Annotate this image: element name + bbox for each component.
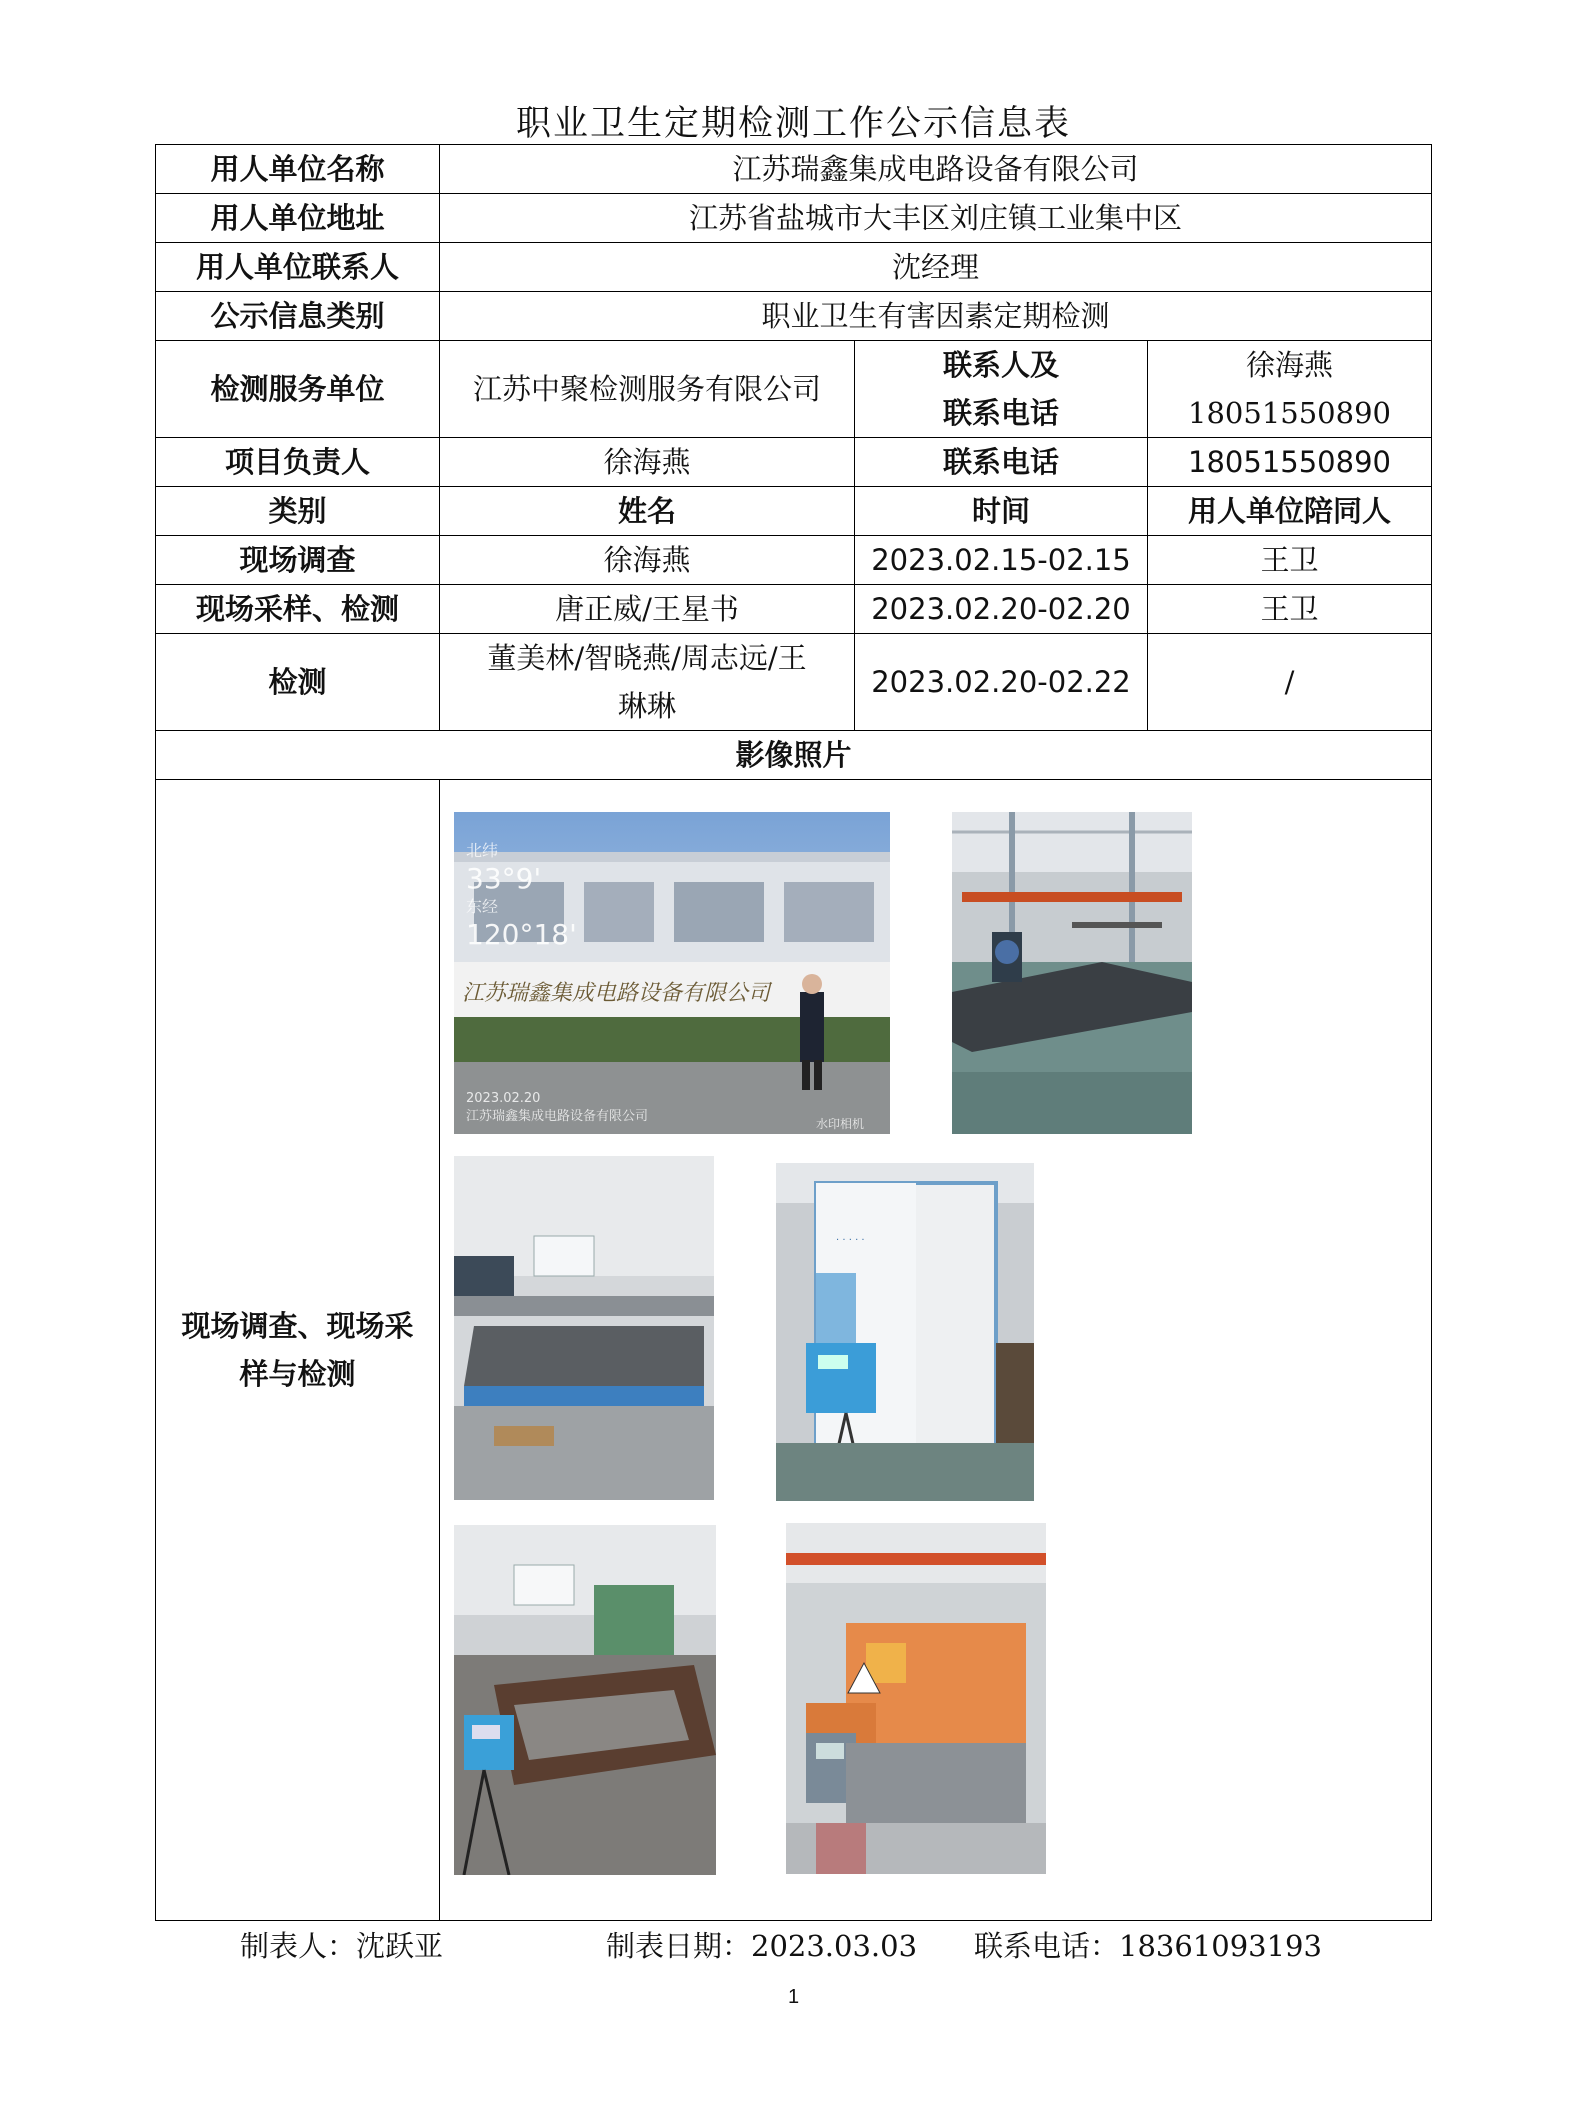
schedule-type: 现场采样、检测 xyxy=(156,585,440,634)
contact-phone-label xyxy=(855,341,1148,438)
service-company: 江苏中聚检测服务有限公司 xyxy=(440,341,855,438)
photo-watermark-date: 2023.02.20 xyxy=(466,1091,541,1106)
photos-row xyxy=(156,780,1432,1921)
photo-watermark-lat: 33°9' xyxy=(466,862,542,895)
schedule-type: 现场调查 xyxy=(156,536,440,585)
category: 职业卫生有害因素定期检测 xyxy=(440,292,1432,341)
svg-text:· · · · ·: · · · · · xyxy=(836,1235,865,1246)
photos-label-line1: 现场调查、现场采 xyxy=(181,1309,414,1343)
steel-frame-photo xyxy=(454,1156,714,1500)
schedule-row xyxy=(156,536,1432,585)
address-label: 用人单位地址 xyxy=(156,194,440,243)
contact-phone-label-line1: 联系人及 xyxy=(942,348,1059,382)
band-saw-photo xyxy=(786,1523,1046,1874)
service-contact-phone: 18051550890 xyxy=(1188,396,1391,430)
photos-header-row xyxy=(156,731,1432,780)
footer-phone: 联系电话：18361093193 xyxy=(974,1929,1322,1963)
photos-label xyxy=(156,780,440,1921)
schedule-row xyxy=(156,585,1432,634)
schedule-row xyxy=(156,634,1432,731)
schedule-names: 唐正威/王星书 xyxy=(440,585,855,634)
header-type: 类别 xyxy=(156,487,440,536)
schedule-time: 2023.02.20-02.20 xyxy=(855,585,1148,634)
table-row xyxy=(156,438,1432,487)
schedule-names-line2: 琳琳 xyxy=(617,689,676,723)
svg-text:江苏瑞鑫集成电路设备有限公司: 江苏瑞鑫集成电路设备有限公司 xyxy=(462,981,771,1006)
table-row xyxy=(156,145,1432,194)
service-contact xyxy=(1148,341,1432,438)
photo-watermark-camera: 水印相机 xyxy=(816,1117,865,1131)
schedule-header-row xyxy=(156,487,1432,536)
info-table xyxy=(155,144,1432,1921)
pm-phone: 18051550890 xyxy=(1148,438,1432,487)
table-row xyxy=(156,292,1432,341)
header-escort: 用人单位陪同人 xyxy=(1148,487,1432,536)
photo-watermark-lon: 120°18' xyxy=(466,918,577,951)
machine-measurement-photo xyxy=(776,1163,1034,1501)
schedule-time: 2023.02.15-02.15 xyxy=(855,536,1148,585)
floor-frames-photo xyxy=(454,1525,716,1875)
category-label: 公示信息类别 xyxy=(156,292,440,341)
schedule-names-line1: 董美林/智晓燕/周志远/王 xyxy=(487,641,807,675)
site-survey-photo xyxy=(454,812,890,1134)
pm-name: 徐海燕 xyxy=(440,438,855,487)
photo-watermark-company: 江苏瑞鑫集成电路设备有限公司 xyxy=(466,1109,649,1124)
schedule-escort: 王卫 xyxy=(1148,585,1432,634)
schedule-type: 检测 xyxy=(156,634,440,731)
schedule-escort: / xyxy=(1148,634,1432,731)
workshop-photo xyxy=(952,812,1192,1134)
photos-label-line2: 样与检测 xyxy=(239,1357,356,1391)
footer-date: 制表日期：2023.03.03 xyxy=(606,1929,918,1963)
table-row xyxy=(156,341,1432,438)
pm-phone-label: 联系电话 xyxy=(855,438,1148,487)
photo-watermark-lon-label: 东经 xyxy=(466,897,499,916)
header-time: 时间 xyxy=(855,487,1148,536)
schedule-time: 2023.02.20-02.22 xyxy=(855,634,1148,731)
photo-watermark-lat-label: 北纬 xyxy=(466,841,499,860)
table-row xyxy=(156,194,1432,243)
pm-label: 项目负责人 xyxy=(156,438,440,487)
service-label: 检测服务单位 xyxy=(156,341,440,438)
header-name: 姓名 xyxy=(440,487,855,536)
company-name-label: 用人单位名称 xyxy=(156,145,440,194)
schedule-names xyxy=(440,634,855,731)
photos-cell xyxy=(440,780,1432,1921)
company-name: 江苏瑞鑫集成电路设备有限公司 xyxy=(440,145,1432,194)
photos-header: 影像照片 xyxy=(156,731,1432,780)
schedule-names: 徐海燕 xyxy=(440,536,855,585)
table-row xyxy=(156,243,1432,292)
page-number: 1 xyxy=(787,1986,800,2008)
footer-maker: 制表人：沈跃亚 xyxy=(240,1929,444,1963)
contact: 沈经理 xyxy=(440,243,1432,292)
contact-label: 用人单位联系人 xyxy=(156,243,440,292)
page-title: 职业卫生定期检测工作公示信息表 xyxy=(515,104,1071,144)
contact-phone-label-line2: 联系电话 xyxy=(942,396,1059,430)
service-contact-name: 徐海燕 xyxy=(1246,348,1334,382)
photo-grid xyxy=(440,780,1431,1920)
schedule-escort: 王卫 xyxy=(1148,536,1432,585)
address: 江苏省盐城市大丰区刘庄镇工业集中区 xyxy=(440,194,1432,243)
